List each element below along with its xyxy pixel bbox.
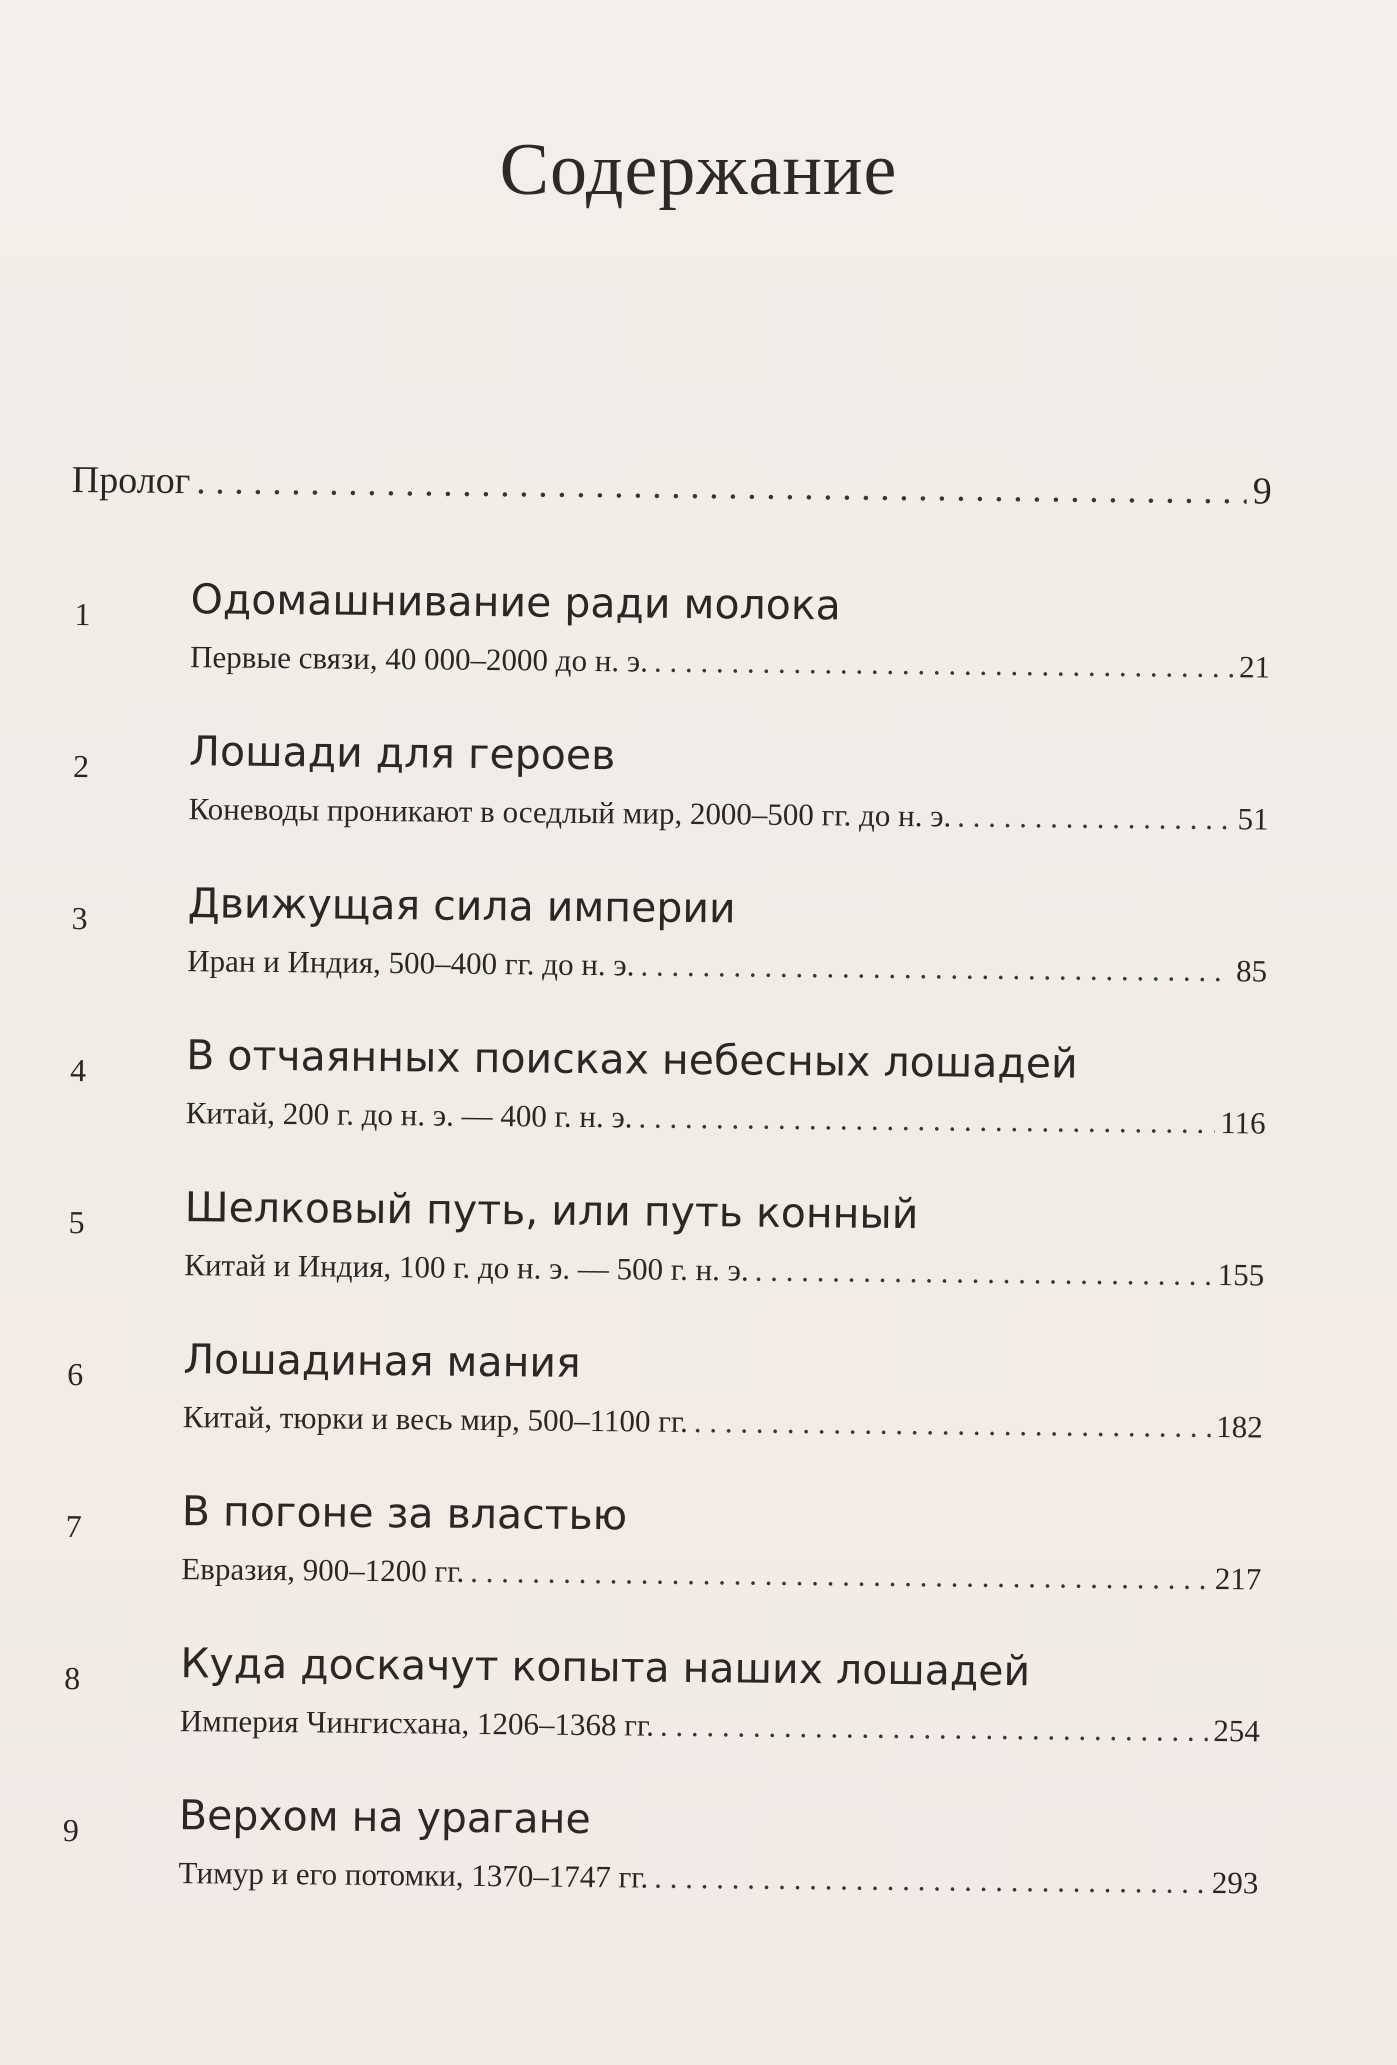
toc-entry-chapter-7[interactable]: [61, 1486, 1262, 1650]
chapter-subtitle: Империя Чингисхана, 1206–1368 гг.: [179, 1703, 655, 1743]
chapter-subtitle-row: [187, 943, 1267, 989]
dot-leader: [196, 459, 1247, 513]
chapter-number: 8: [64, 1659, 81, 1697]
chapter-number: 5: [68, 1204, 85, 1241]
chapter-title: Куда доскачут копыта наших лошадей: [180, 1639, 1031, 1696]
chapter-title: Движущая сила империи: [187, 879, 736, 933]
toc-entry-chapter-6[interactable]: [62, 1334, 1263, 1498]
chapter-title: В отчаянных поисках небесных лошадей: [186, 1031, 1078, 1088]
chapter-number: 6: [67, 1355, 84, 1393]
table-of-contents: [58, 458, 1272, 1953]
chapter-subtitle: Китай и Индия, 100 г. до н. э. — 500 г. н. э.: [184, 1247, 749, 1288]
chapter-subtitle-row: [183, 1399, 1263, 1445]
chapter-subtitle-row: [180, 1703, 1260, 1749]
chapter-list: [58, 574, 1271, 1953]
chapter-subtitle-row: [184, 1247, 1264, 1293]
page-title: Содержание: [499, 129, 898, 211]
toc-entry-chapter-9[interactable]: [58, 1790, 1259, 1954]
chapter-number: 9: [62, 1811, 80, 1849]
dot-leader: [660, 1708, 1208, 1749]
chapter-subtitle-row: [178, 1855, 1258, 1901]
dot-leader: [654, 644, 1233, 686]
dot-leader: [638, 1099, 1214, 1141]
chapter-page-number: 21: [1238, 649, 1271, 685]
chapter-title: Верхом на урагане: [178, 1791, 591, 1844]
prologue-label: Пролог: [71, 458, 191, 503]
chapter-subtitle-row: [190, 639, 1270, 685]
dot-leader: [755, 1253, 1212, 1293]
toc-entry-chapter-1[interactable]: [69, 574, 1270, 738]
toc-entry-chapter-8[interactable]: [59, 1638, 1260, 1802]
chapter-title: Одомашнивание ради молока: [190, 575, 841, 630]
chapter-subtitle-row: [181, 1551, 1261, 1597]
chapter-subtitle: Китай, тюрки и весь мир, 500–1100 гг.: [182, 1399, 689, 1439]
toc-entry-chapter-3[interactable]: [67, 878, 1268, 1042]
dot-leader: [654, 1860, 1206, 1901]
chapter-number: 2: [72, 748, 90, 785]
prologue-page-number: 9: [1252, 470, 1272, 513]
toc-entry-chapter-4[interactable]: [65, 1030, 1266, 1194]
dot-leader: [470, 1554, 1209, 1597]
chapter-title: Шелковый путь, или путь конный: [184, 1183, 919, 1239]
chapter-page-number: 85: [1235, 953, 1268, 989]
chapter-page-number: 293: [1211, 1865, 1259, 1901]
chapter-title: Лошадиная мания: [183, 1335, 581, 1387]
chapter-subtitle: Китай, 200 г. до н. э. — 400 г. н. э.: [185, 1095, 633, 1135]
chapter-page-number: 217: [1214, 1561, 1262, 1597]
chapter-subtitle: Евразия, 900–1200 гг.: [181, 1551, 465, 1589]
chapter-number: 3: [71, 900, 88, 937]
chapter-page-number: 254: [1213, 1713, 1261, 1749]
chapter-subtitle-row: [188, 791, 1268, 837]
chapter-page-number: 116: [1220, 1105, 1266, 1141]
dot-leader: [957, 799, 1232, 838]
chapter-number: 4: [69, 1052, 87, 1089]
chapter-page-number: 51: [1237, 801, 1269, 837]
chapter-subtitle: Иран и Индия, 500–400 гг. до н. э.: [187, 943, 635, 983]
toc-entry-prologue[interactable]: [71, 458, 1272, 530]
chapter-title: В погоне за властью: [181, 1487, 628, 1540]
chapter-page-number: 155: [1217, 1257, 1265, 1293]
toc-entry-chapter-5[interactable]: [64, 1182, 1265, 1346]
chapter-subtitle: Коневоды проникают в оседлый мир, 2000–500 гг. до н. э.: [188, 791, 952, 834]
dot-leader: [694, 1404, 1211, 1445]
toc-entry-chapter-2[interactable]: [68, 726, 1269, 890]
chapter-page-number: 182: [1216, 1409, 1263, 1445]
chapter-subtitle: Первые связи, 40 000–2000 до н. э.: [189, 639, 649, 679]
chapter-subtitle-row: [186, 1095, 1266, 1141]
chapter-number: 7: [65, 1507, 82, 1545]
chapter-number: 1: [74, 596, 91, 633]
chapter-subtitle: Тимур и его потомки, 1370–1747 гг.: [178, 1855, 649, 1895]
chapter-title: Лошади для героев: [188, 727, 616, 780]
dot-leader: [640, 947, 1230, 989]
